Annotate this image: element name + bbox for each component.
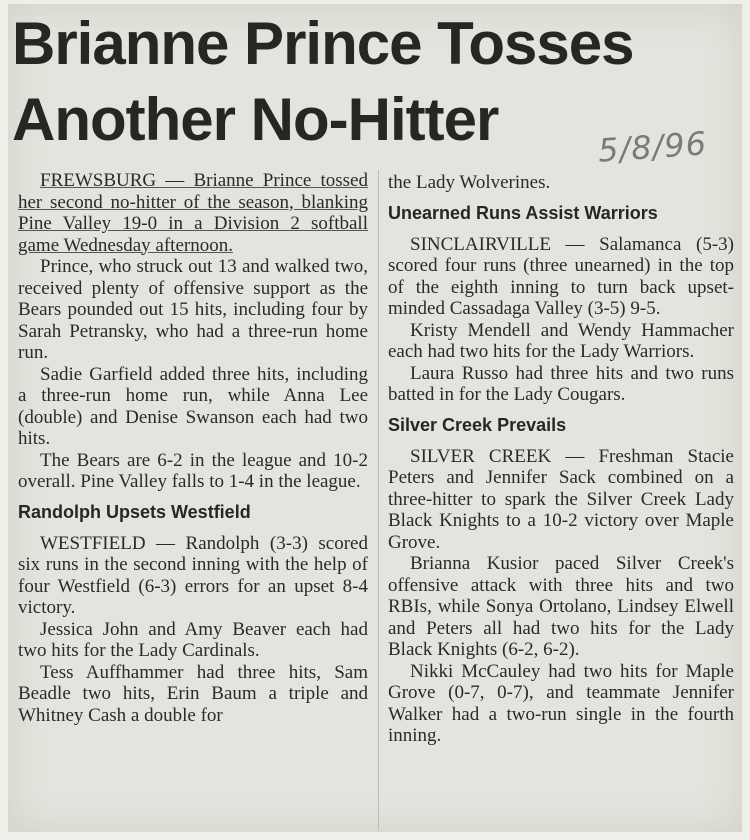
section-subhead: Silver Creek Prevails [388,414,567,435]
article-paragraph: Sadie Garfield added three hits, including a three-run home run, while Anna Lee (double) and Denise Swanson each had two hits. [18,363,368,449]
headline-line-1: Brianne Prince Tosses [12,10,634,77]
article-paragraph: FREWSBURG — Brianne Prince tossed her second no-hitter of the season, blanking Pine Valley 19-0 in a Division 2 softball game Wednesday afternoon. [18,170,368,256]
left-column [18,170,368,726]
article-paragraph: Kristy Mendell and Wendy Hammacher each had two hits for the Lady Warriors. [388,319,734,362]
right-column [388,172,734,747]
continuation-text: the Lady Wolverines. [388,172,551,193]
article-paragraph: WESTFIELD — Randolph (3-3) scored six runs in the second inning with the help of four Westfield (6-3) errors for an upset 8-4 victory. [18,532,368,618]
article-paragraph: Jessica John and Amy Beaver each had two hits for the Lady Cardinals. [18,618,368,661]
article-paragraph: Brianna Kusior paced Silver Creek's offensive attack with three hits and two RBIs, while Sonya Ortolano, Lindsey Elwell and Peters all had two hits for the Lady Black Knights (6-2, 6-2). [388,553,734,660]
headline-line-2: Another No-Hitter [12,86,499,153]
article-paragraph: The Bears are 6-2 in the league and 10-2 overall. Pine Valley falls to 1-4 in the league. [18,449,368,492]
article-paragraph: Nikki McCauley had two hits for Maple Grove (0-7, 0-7), and teammate Jennifer Walker had a two-run single in the fourth inning. [388,660,734,746]
article-paragraph: Tess Auffhammer had three hits, Sam Beadle two hits, Erin Baum a triple and Whitney Cash a double for [18,661,368,726]
article-paragraph: Prince, who struck out 13 and walked two, received plenty of offensive support as the Bears pounded out 15 hits, including four by Sarah Petransky, who had a three-run home run. [18,256,368,363]
section-subhead: Randolph Upsets Westfield [18,501,251,522]
article-paragraph: SILVER CREEK — Freshman Stacie Peters and Jennifer Sack combined on a three-hitter to spark the Silver Creek Lady Black Knights to a 10-2 victory over Maple Grove. [388,445,734,553]
article-paragraph: SINCLAIRVILLE — Salamanca (5-3) scored four runs (three unearned) in the top of the eighth inning to turn back upset-minded Cassadaga Valley (3-5) 9-5. [388,233,734,319]
section-subhead: Unearned Runs Assist Warriors [388,202,658,223]
handwritten-date: 5/8/96 [596,124,709,170]
column-divider [378,170,379,830]
article-paragraph: Laura Russo had three hits and two runs batted in for the Lady Cougars. [388,362,734,405]
